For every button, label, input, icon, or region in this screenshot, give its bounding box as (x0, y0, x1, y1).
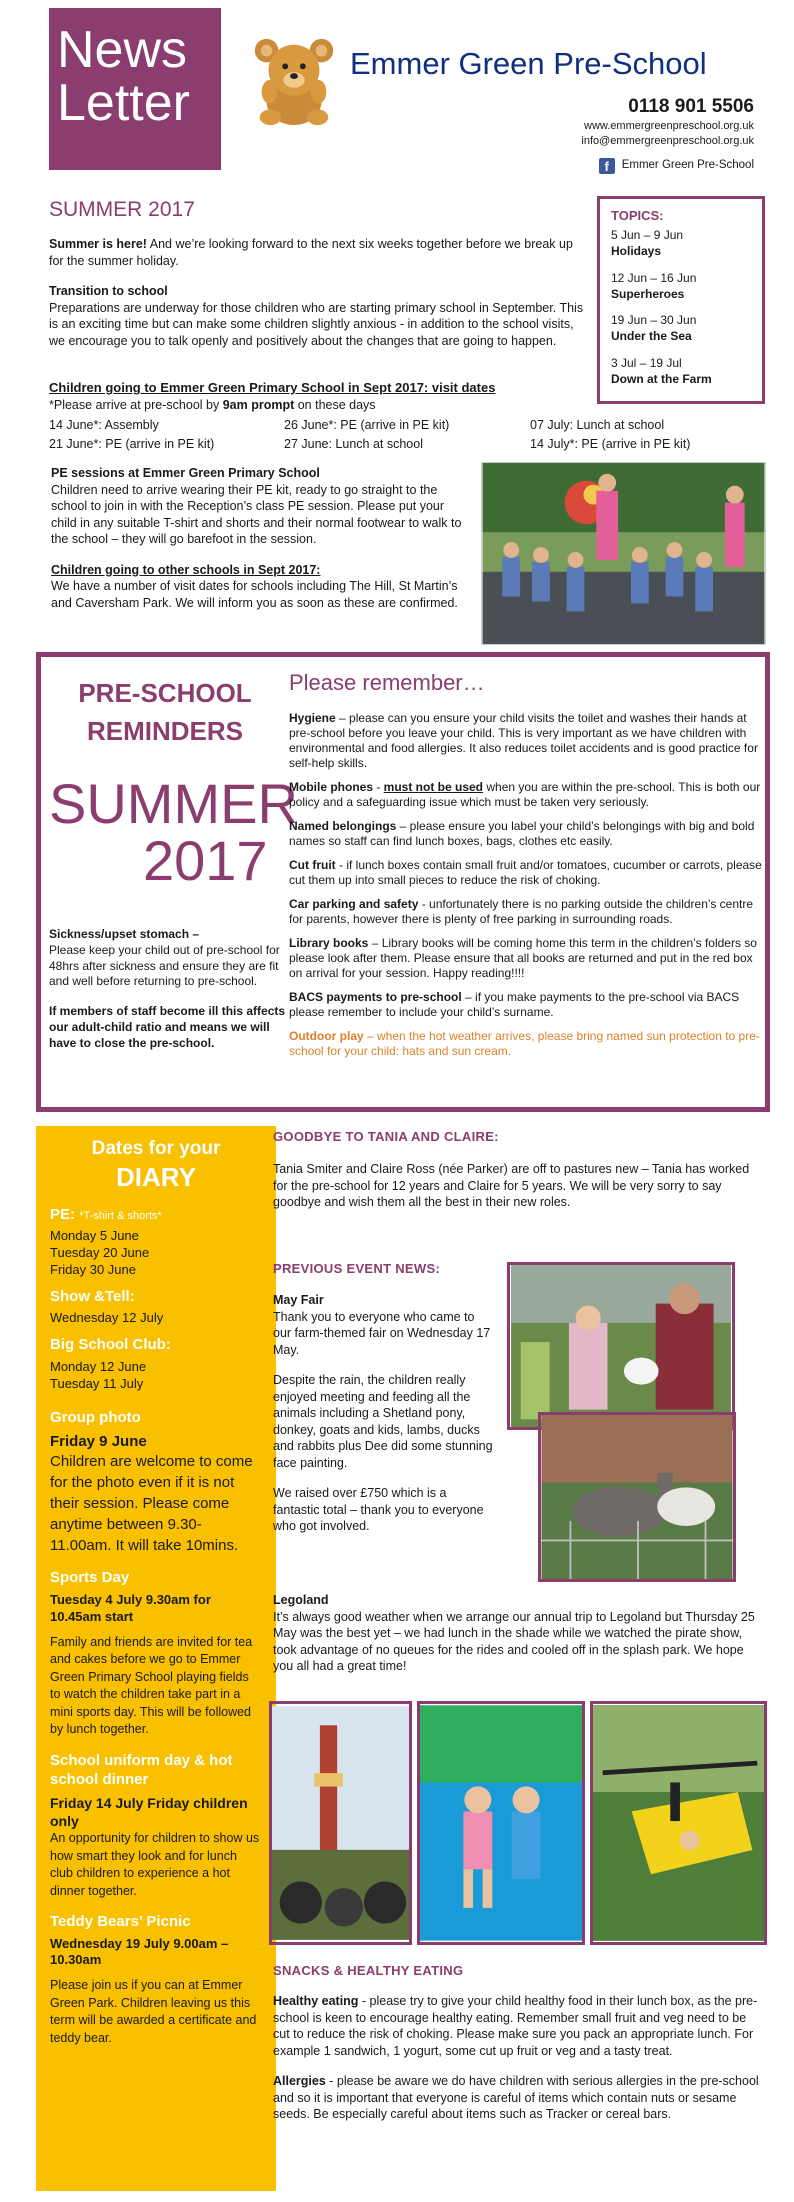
visit-date: 14 June*: Assembly (49, 418, 159, 432)
visit-date: 07 July: Lunch at school (530, 418, 665, 432)
website-link[interactable]: www.emmergreenpreschool.org.uk (584, 120, 754, 132)
mayfair-text-1: Thank you to everyone who came to our farm-themed fair on Wednesday 17 May. (273, 1309, 491, 1357)
school-name: Emmer Green Pre-School (350, 46, 707, 81)
contact-details (581, 119, 754, 150)
reminder-item: Library books – Library books will be coming home this term in the children’s folders so please look after them. Please ensure that all books are returned and put in the red box on arrival for your session. Happy reading!!!! (289, 935, 757, 980)
diary-sports-heading: Sports Day (50, 1569, 130, 1587)
diary-sidebar (36, 1126, 276, 2191)
reminders-summer: SUMMER 2017 (49, 772, 298, 893)
newsletter-title-block (49, 8, 221, 170)
sickness-text: Please keep your child out of pre-school for 48hrs after sickness and ensure they are fit and well before returning to pre-school. (49, 942, 280, 989)
other-schools-text: We have a number of visit dates for schools including The Hill, St Martin’s and Caversham Park. We will inform you as soon as these are confirmed. (51, 579, 458, 610)
staff-ill-text: If members of staff become ill this affects our adult-child ratio and means we will have to close the pre-school. (49, 1004, 286, 1050)
intro-lead: Summer is here! (49, 237, 147, 251)
diary-uniform-date: Friday 14 July Friday children only (50, 1794, 248, 1829)
diary-pe-date: Friday 30 June (50, 1261, 136, 1277)
diary-title-2: DIARY (116, 1161, 196, 1192)
mayfair-heading: May Fair (273, 1293, 324, 1307)
legoland-heading: Legoland (273, 1593, 329, 1607)
legoland-tower-photo (269, 1701, 412, 1945)
visit-date: 26 June*: PE (arrive in PE kit) (284, 418, 450, 432)
title-line-1: News (57, 21, 188, 79)
diary-uniform-text: An opportunity for children to show us how smart they look and for lunch club children to experience a hot dinner together. (50, 1831, 260, 1898)
pe-text: Children need to arrive wearing their PE kit, ready to go straight to the school to join in with the Reception’s class PE session. Please put your child in any suitable T-shirt and shorts and their normal footwear to walk to the school – they will go barefoot in the session. (51, 482, 462, 546)
diary-picnic-heading: Teddy Bears’ Picnic (50, 1913, 191, 1931)
visit-dates-note: *Please arrive at pre-school by 9am prompt on these days (49, 398, 376, 412)
phone-number[interactable]: 0118 901 5506 (628, 96, 754, 117)
diary-bigschool-date: Monday 12 June (50, 1358, 147, 1374)
diary-picnic-date: Wednesday 19 July 9.00am – 10.30am (50, 1935, 229, 1968)
facebook-label: Emmer Green Pre-School (621, 159, 754, 172)
sickness-notice (49, 927, 295, 1052)
summer-heading: SUMMER 2017 (49, 198, 195, 221)
email-link[interactable]: info@emmergreenpreschool.org.uk (581, 135, 754, 148)
pe-sessions-section (51, 465, 471, 611)
reminder-item: Cut fruit - if lunch boxes contain small fruit and/or tomatoes, cucumber or carrots, please cut them up into small pieces to reduce the risk of choking. (289, 857, 762, 887)
snacks-section (273, 1993, 763, 2123)
facebook-icon: f (599, 158, 615, 174)
teddy-bear-icon (245, 30, 343, 130)
topic-item: 3 Jul – 19 Jul Down at the Farm (611, 356, 712, 386)
legoland-splash-photo (417, 1701, 585, 1945)
diary-group-text: Children are welcome to come for the photo even if it is not their session. Please come anytime between 9.30-11.00am. It will take 10mins. (50, 1453, 253, 1555)
reminder-item: Named belongings – please ensure you label your child’s belongings with big and bold names so staff can find lunch boxes, bags, clothes etc easily. (289, 818, 755, 848)
diary-sports-text: Family and friends are invited for tea and cakes before we go to Emmer Green Primary School playing fields to watch the children take part in a mini sports day. This will be followed by lunch together. (50, 1634, 253, 1737)
please-remember-heading: Please remember… (289, 670, 485, 695)
diary-pe-date: Tuesday 20 June (50, 1244, 150, 1260)
reminders-title: PRE-SCHOOL REMINDERS (78, 678, 252, 746)
sickness-heading: Sickness/upset stomach – (49, 927, 200, 941)
intro-text: And we’re looking forward to the next six weeks together before we break up for the summer holiday. (49, 237, 573, 268)
reminder-item: BACS payments to pre-school – if you make payments to the pre-school via BACS please remember to include your child’s surname. (289, 989, 740, 1019)
pe-session-photo (481, 462, 766, 645)
topic-item: 12 Jun – 16 Jun Superheroes (611, 270, 697, 301)
diary-show-date: Wednesday 12 July (50, 1310, 164, 1326)
mayfair-text-3: We raised over £750 which is a fantastic total – thank you to everyone who got involved. (273, 1486, 484, 1533)
intro-paragraph (49, 236, 589, 269)
transition-heading: Transition to school (49, 284, 168, 298)
transition-text: Preparations are underway for those children who are starting primary school in September. This is an exciting time but can make some children slightly anxious - in addition to the school visits, we encourage you to talk openly and positively about the changes that are going to happen. (49, 300, 584, 348)
diary-pe-heading: PE: *T-shirt & shorts* (50, 1205, 162, 1223)
previous-heading: PREVIOUS EVENT NEWS: (273, 1261, 441, 1276)
legoland-text: It’s always good weather when we arrange our annual trip to Legoland but Thursday 25 May was the best yet – we had lunch in the shade while we watched the pirate show, took advantage of no queues for the rides and cooled off in the splash park. We hope you all had a great time! (273, 1609, 755, 1673)
please-remember-list (289, 669, 765, 1068)
reminder-item: Mobile phones - must not be used when you are within the pre-school. This is both our policy and a safeguarding issue which must be taken very seriously. (289, 779, 761, 809)
visit-dates-grid (49, 417, 749, 452)
goodbye-heading: GOODBYE TO TANIA AND CLAIRE: (273, 1129, 499, 1144)
allergies: Allergies - please be aware we do have children with serious allergies in the pre-school and so it is important that everyone is careful of items which contain nuts or sesame seeds. Be especially careful about items such as Tracker or cereal bars. (273, 2074, 759, 2121)
reminders-box (36, 652, 770, 1112)
diary-picnic-text: Please join us if you can at Emmer Green Park. Children leaving us this term will be awarded a certificate and teddy bear. (50, 1978, 257, 2045)
visit-date: 21 June*: PE (arrive in PE kit) (49, 436, 215, 451)
title-line-2: Letter (57, 74, 190, 133)
mayfair-text-2: Despite the rain, the children really enjoyed meeting and feeding all the animals including a Shetland pony, donkey, goats and kids, lambs, ducks and rabbits plus Dee did some stunning face painting. (273, 1373, 493, 1470)
topics-heading: TOPICS: (611, 208, 664, 223)
reminder-item: Car parking and safety - unfortunately there is no parking outside the children’s centre for parents, however there is plenty of free parking in surrounding roads. (289, 896, 754, 926)
legoland-helicopter-photo (590, 1701, 767, 1945)
diary-uniform-heading: School uniform day & hot school dinner (50, 1751, 233, 1789)
mayfair-donkey-photo (538, 1412, 736, 1582)
diary-show-heading: Show &Tell: (50, 1287, 135, 1305)
mayfair-rabbit-photo (507, 1262, 735, 1430)
intro-section (49, 236, 589, 349)
diary-bigschool-heading: Big School Club: (50, 1336, 171, 1354)
diary-sports-date: Tuesday 4 July 9.30am for 10.45am start (50, 1591, 211, 1624)
legoland-section (273, 1592, 763, 1675)
pe-heading: PE sessions at Emmer Green Primary School (51, 466, 320, 480)
healthy-eating: Healthy eating - please try to give your child healthy food in their lunch box, as the pre-school is keen to encourage healthy eating. Remember small fruit and veg need to be cut to reduce the risk of choking. Please make sure you pack an appropriate lunch. For example 1 sandwich, 1 yogurt, some cut up fruit or veg and a tasty treat. (273, 1994, 758, 2058)
goodbye-section (273, 1128, 763, 1211)
diary-group-heading: Group photo (50, 1409, 141, 1427)
diary-bigschool-date: Tuesday 11 July (50, 1375, 144, 1391)
topic-item: 5 Jun – 9 Jun Holidays (611, 228, 684, 258)
diary-title: Dates for your (91, 1138, 221, 1159)
visit-dates-heading: Children going to Emmer Green Primary School in Sept 2017: visit dates (49, 380, 496, 395)
diary-group-date: Friday 9 June (50, 1432, 147, 1450)
mayfair-section (273, 1292, 495, 1535)
topic-item: 19 Jun – 30 Jun Under the Sea (611, 313, 697, 344)
topics-box (597, 196, 765, 404)
diary-pe-date: Monday 5 June (50, 1228, 139, 1244)
facebook-link[interactable] (599, 158, 754, 174)
outdoor-play-item: Outdoor play – when the hot weather arrives, please bring named sun protection to pre-school for your child: hats and sun cream. (289, 1028, 760, 1058)
other-schools-heading: Children going to other schools in Sept 2017: (51, 562, 321, 577)
visit-date: 27 June: Lunch at school (284, 436, 423, 451)
goodbye-text: Tania Smiter and Claire Ross (née Parker) are off to pastures new – Tania has worked for the pre-school for 12 years and Claire for 5 years. We will be very sorry to say goodbye and wish them all the best in their new roles. (273, 1162, 750, 1210)
snacks-heading: SNACKS & HEALTHY EATING (273, 1963, 464, 1978)
visit-date: 14 July*: PE (arrive in PE kit) (530, 436, 691, 451)
reminder-item: Hygiene – please can you ensure your child visits the toilet and washes their hands at pre-school before you leave your child. This is very important as we have children with environmental and food allergies. It also reduces toilet accidents and is good practice for self-help skills. (289, 710, 758, 770)
